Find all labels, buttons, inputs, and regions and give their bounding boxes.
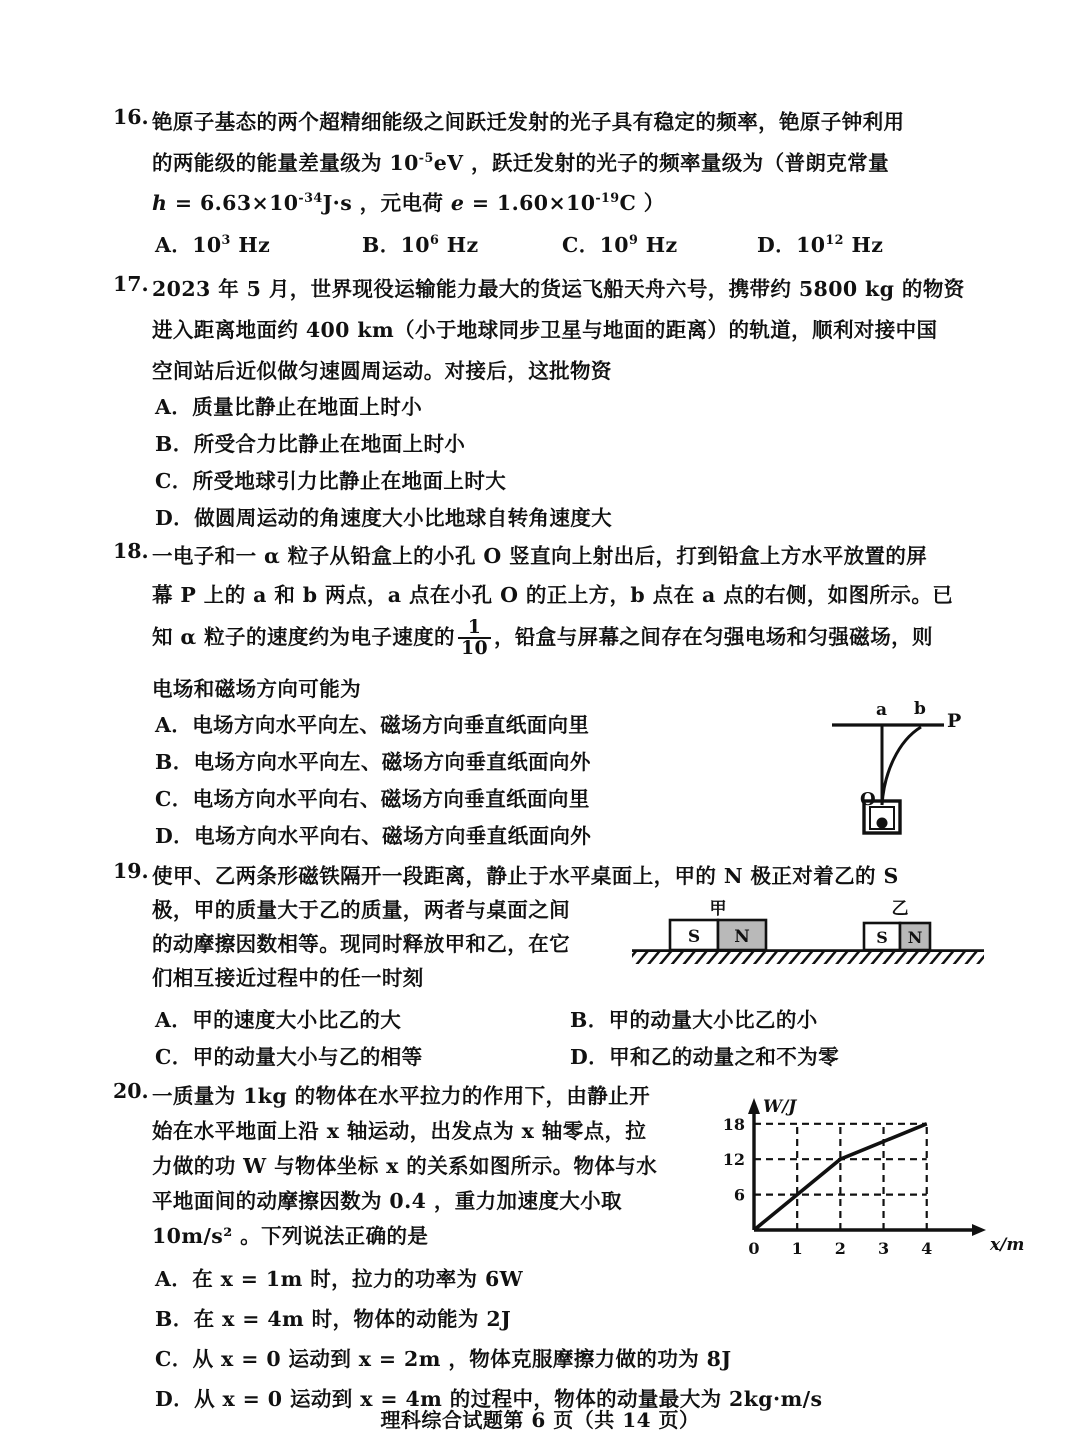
question-19-stem-line-3: 的动摩擦因数相等。现同时释放甲和乙，在它 [152, 932, 570, 956]
table-hatching [632, 952, 984, 964]
question-20-stem-line-5: 10m/s² 。下列说法正确的是 [152, 1224, 429, 1248]
y-axis-arrow [748, 1098, 760, 1114]
q18-fraction-denominator: 10 [458, 637, 491, 658]
question-17-number: 17. [113, 272, 149, 296]
alpha-curved-path [882, 727, 921, 805]
question-16-stem-line-1: 铯原子基态的两个超精细能级之间跃迁发射的光子具有稳定的频率，铯原子钟利用 [152, 110, 905, 134]
q16-constant-h: h [152, 191, 168, 215]
question-19-stem-line-1: 使甲、乙两条形磁铁隔开一段距离，静止于水平桌面上，甲的 N 极正对着乙的 S [152, 864, 899, 888]
magnet-left-title: 甲 [709, 899, 727, 919]
question-19-option-d[interactable]: D．甲和乙的动量之和不为零 [570, 1045, 839, 1069]
question-16-stem-line-3 [152, 186, 665, 216]
page-footer: 理科综合试题第 6 页（共 14 页） [380, 1408, 700, 1432]
q16-opt-d-exp: 12 [825, 232, 844, 248]
question-20-stem-line-1: 一质量为 1kg 的物体在水平拉力的作用下，由静止开 [152, 1084, 650, 1108]
label-O: O [860, 789, 876, 810]
question-18-option-b[interactable]: B．电场方向水平向左、磁场方向垂直纸面向外 [155, 750, 591, 774]
question-18-option-c[interactable]: C．电场方向水平向右、磁场方向垂直纸面向里 [155, 787, 590, 811]
q16-opt-c-unit: Hz [645, 233, 678, 257]
question-20-chart [712, 1090, 1025, 1265]
q16-l3-text-c: = 1.60×10 [464, 191, 596, 215]
question-18-stem-line-2: 幕 P 上的 a 和 b 两点，a 点在小孔 O 的正上方，b 点在 a 点的右侧，如图所示。已 [152, 583, 954, 607]
question-17-stem-line-2: 进入距离地面约 400 km（小于地球同步卫星与地面的距离）的轨道，顺利对接中国 [152, 318, 938, 342]
y-tick-label-18: 18 [722, 1114, 745, 1134]
question-20-stem-line-2: 始在水平地面上沿 x 轴运动，出发点为 x 轴零点，拉 [152, 1119, 647, 1143]
q16-l3-text-a: = 6.63×10 [167, 191, 299, 215]
q16-l2-exponent: -5 [418, 150, 434, 166]
q16-l3-text-b: J·s ，元电荷 [322, 191, 451, 215]
x-tick-label-3: 3 [877, 1239, 890, 1258]
q16-opt-c-base: 10 [599, 233, 629, 257]
question-20-option-a[interactable]: A．在 x = 1m 时，拉力的功率为 6W [155, 1267, 524, 1291]
q16-opt-d-base: 10 [796, 233, 826, 257]
question-18-option-a[interactable]: A．电场方向水平向左、磁场方向垂直纸面向里 [155, 713, 590, 737]
q16-l2-text-b: eV ，跃迁发射的光子的频率量级为（普朗克常量 [433, 151, 889, 175]
q16-opt-b-label: B． [362, 233, 401, 257]
question-20-stem-line-3: 力做的功 W 与物体坐标 x 的关系如图所示。物体与水 [152, 1154, 658, 1178]
question-19-stem-line-4: 们相互接近过程中的任一时刻 [152, 966, 424, 990]
question-18-figure [826, 695, 976, 840]
question-16-option-a[interactable] [155, 228, 270, 258]
q16-opt-a-base: 10 [192, 233, 222, 257]
question-17-option-a[interactable]: A．质量比静止在地面上时小 [155, 395, 423, 419]
magnet-left-n-label: N [734, 927, 750, 947]
label-a: a [876, 700, 888, 720]
question-20-option-b[interactable]: B．在 x = 4m 时，物体的动能为 2J [155, 1307, 512, 1331]
question-16-stem-line-2 [152, 146, 889, 176]
question-19-option-b[interactable]: B．甲的动量大小比乙的小 [570, 1008, 818, 1032]
y-tick-label-12: 12 [722, 1150, 745, 1170]
q16-opt-d-label: D． [757, 233, 797, 257]
x-axis-arrow [972, 1224, 986, 1236]
question-20-stem-line-4: 平地面间的动摩擦因数为 0.4 ，重力加速度大小取 [152, 1189, 622, 1213]
question-18-stem-line-3 [152, 618, 933, 658]
magnet-left-s-label: S [687, 927, 701, 947]
q16-constant-e: e [450, 191, 465, 215]
x-tick-label-1: 1 [791, 1239, 803, 1258]
q18-fraction-one-tenth [458, 618, 491, 658]
question-18-stem-line-4: 电场和磁场方向可能为 [152, 677, 361, 701]
lead-box-screen-svg [826, 695, 976, 840]
q16-opt-b-base: 10 [400, 233, 430, 257]
q16-l3-text-d: C ） [619, 191, 665, 215]
q16-l2-text-a: 的两能级的能量差量级为 10 [152, 151, 419, 175]
question-19-option-c[interactable]: C．甲的动量大小与乙的相等 [155, 1045, 423, 1069]
q16-opt-d-unit: Hz [851, 233, 884, 257]
question-16-option-b[interactable] [362, 228, 479, 258]
x-axis-label: x/m [990, 1235, 1025, 1255]
question-17-stem-line-3: 空间站后近似做匀速圆周运动。对接后，这批物资 [152, 359, 612, 383]
q18-l3-text-b: ，铅盒与屏幕之间存在匀强电场和匀强磁场，则 [494, 624, 933, 649]
q16-opt-c-label: C． [562, 233, 600, 257]
question-18-option-d[interactable]: D．电场方向水平向右、磁场方向垂直纸面向外 [155, 824, 592, 848]
question-19-option-a[interactable]: A．甲的速度大小比乙的大 [155, 1008, 402, 1032]
q16-opt-a-label: A． [155, 233, 193, 257]
q16-opt-c-exp: 9 [628, 232, 639, 248]
bar-magnets-svg [632, 898, 984, 976]
magnet-right-s-label: S [876, 928, 888, 947]
question-17-option-c[interactable]: C．所受地球引力比静止在地面上时大 [155, 469, 507, 493]
q16-l3-exponent-2: -19 [595, 190, 620, 206]
question-19-stem-line-2: 极，甲的质量大于乙的质量，两者与桌面之间 [152, 898, 570, 922]
q16-opt-a-unit: Hz [238, 233, 271, 257]
question-17-option-d[interactable]: D．做圆周运动的角速度大小比地球自转角速度大 [155, 506, 613, 530]
y-tick-label-6: 6 [733, 1185, 745, 1205]
question-20-option-d[interactable]: D．从 x = 0 运动到 x = 4m 的过程中，物体的动量最大为 2kg·m/s [155, 1387, 823, 1411]
q18-l3-text-a: 知 α 粒子的速度约为电子速度的 [152, 624, 455, 649]
question-17-option-b[interactable]: B．所受合力比静止在地面上时小 [155, 432, 466, 456]
label-P: P [947, 710, 962, 732]
question-18-number: 18. [113, 539, 149, 563]
question-16-number: 16. [113, 105, 149, 129]
magnet-right-title: 乙 [891, 899, 909, 919]
question-17-stem-line-1: 2023 年 5 月，世界现役运输能力最大的货运飞船天舟六号，携带约 5800 kg 的物资 [152, 277, 965, 301]
question-18-stem-line-1: 一电子和一 α 粒子从铅盒上的小孔 O 竖直向上射出后，打到铅盒上方水平放置的屏 [152, 544, 928, 568]
question-16-option-d[interactable] [757, 228, 883, 258]
x-tick-label-0: 0 [748, 1239, 760, 1258]
question-20-option-c[interactable]: C．从 x = 0 运动到 x = 2m ，物体克服摩擦力做的功为 8J [155, 1347, 732, 1371]
q16-opt-b-unit: Hz [446, 233, 479, 257]
source-dot [877, 818, 888, 829]
question-20-number: 20. [113, 1079, 149, 1103]
q16-opt-b-exp: 6 [429, 232, 440, 248]
work-position-graph-svg [712, 1090, 1025, 1265]
x-tick-label-4: 4 [921, 1239, 933, 1258]
y-axis-label: W/J [763, 1097, 797, 1117]
label-b: b [914, 699, 926, 719]
q16-l3-exponent-1: -34 [298, 190, 323, 206]
question-19-figure [632, 898, 984, 976]
x-tick-label-2: 2 [834, 1239, 846, 1258]
q16-opt-a-exp: 3 [221, 232, 231, 248]
magnet-right-n-label: N [907, 928, 923, 947]
q18-fraction-numerator: 1 [467, 616, 482, 638]
question-16-option-c[interactable] [562, 228, 678, 258]
question-19-number: 19. [113, 859, 149, 883]
